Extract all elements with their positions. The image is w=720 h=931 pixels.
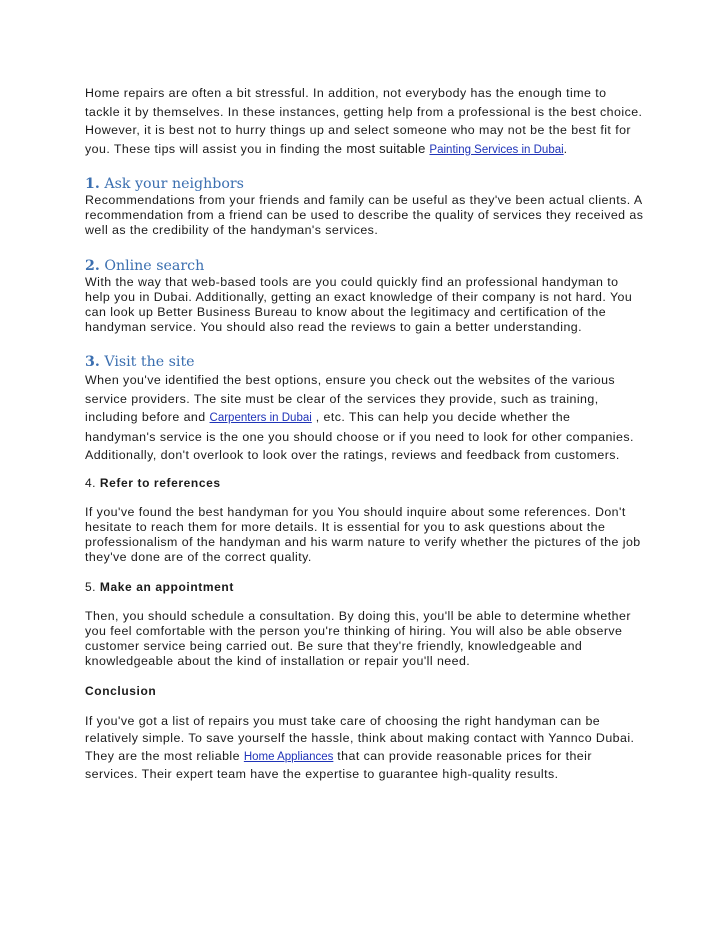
refer-number: 4. xyxy=(85,475,97,490)
intro-text: Home repairs are often a bit stressful. In addition, not everybody has the enough time to tackle it by themselves. In these instances, getting help from a professional is the best choice. However, it is best not to hurry things up and select someone who may not be the best fit for you. These tips will assist you in finding the xyxy=(85,86,643,156)
section-2-heading xyxy=(85,257,645,275)
appointment-title: Make an appointment xyxy=(99,579,234,594)
appointment-body: Then, you should schedule a consultation. By doing this, you'll be able to determine whether you feel comfortable with the person you're thinking of hiring. You will also be able observe customer service being carried out. Be sure that they're friendly, knowledgeable and knowledgeable about the kind of installation or repair you'll need. xyxy=(85,608,631,668)
refer-heading xyxy=(85,475,645,491)
section-3-body xyxy=(85,371,645,465)
carpenters-link[interactable]: Carpenters in Dubai xyxy=(209,412,312,424)
section-1-number: 1. xyxy=(85,176,100,192)
section-2-title: Online search xyxy=(104,258,205,274)
refer-body: If you've found the best handyman for you You should inquire about some references. Don't hesitate to reach them for more details. It is essential for you to ask questions about the professionalism of the handyman and his warm nature to verify whether the pictures of the job they've done are of the correct quality. xyxy=(85,504,641,564)
section-3-text-before: When you've identified the best options, ensure you check out the websites of the various service providers. The site must be clear of the services they provide, such as training, including before and xyxy=(85,373,616,424)
home-appliances-link[interactable]: Home Appliances xyxy=(243,750,334,763)
section-3-text-after: , etc. This can help you decide whether the handyman's service is the one you should choose or if you need to look for other companies. Additionally, don't overlook to look over the ratings, reviews and feedback from customers. xyxy=(85,410,634,462)
conclusion-title: Conclusion xyxy=(85,683,157,698)
section-1-title: Ask your neighbors xyxy=(104,176,244,192)
conclusion-heading xyxy=(85,683,645,699)
section-1-heading xyxy=(85,175,645,193)
refer-title: Refer to references xyxy=(99,475,221,490)
conclusion-text-before: If you've got a list of repairs you must take care of choosing the right handyman can be relatively simple. To save yourself the hassle, think about making contact with Yannco Dubai. They are the most reliable xyxy=(85,713,635,763)
conclusion-body xyxy=(85,713,645,784)
section-2-body: With the way that web-based tools are you could quickly find an professional handyman to help you in Dubai. Additionally, getting an exact knowledge of their company is not hard. You can look up Better Business Bureau to know about the legitimacy and certification of the handyman service. You should also read the reviews to gain a better understanding. xyxy=(85,275,633,334)
section-3-number: 3. xyxy=(85,354,100,370)
intro-most-suitable: most suitable xyxy=(346,140,426,156)
document-page xyxy=(85,84,645,784)
appointment-number: 5. xyxy=(85,579,97,594)
section-3-heading xyxy=(85,353,645,371)
intro-paragraph xyxy=(85,84,645,159)
conclusion-text-after: that can provide reasonable prices for their services. Their expert team have the expertise to guarantee high-quality results. xyxy=(85,748,592,781)
section-3-title: Visit the site xyxy=(104,354,195,370)
intro-end: . xyxy=(563,141,568,156)
section-1-body: Recommendations from your friends and family can be useful as they've been actual clients. A recommendation from a friend can be used to describe the quality of services they received as well as the credibility of the handyman's services. xyxy=(85,193,644,237)
painting-services-link[interactable]: Painting Services in Dubai xyxy=(429,143,564,156)
appointment-heading xyxy=(85,579,645,595)
section-2-number: 2. xyxy=(85,258,100,274)
